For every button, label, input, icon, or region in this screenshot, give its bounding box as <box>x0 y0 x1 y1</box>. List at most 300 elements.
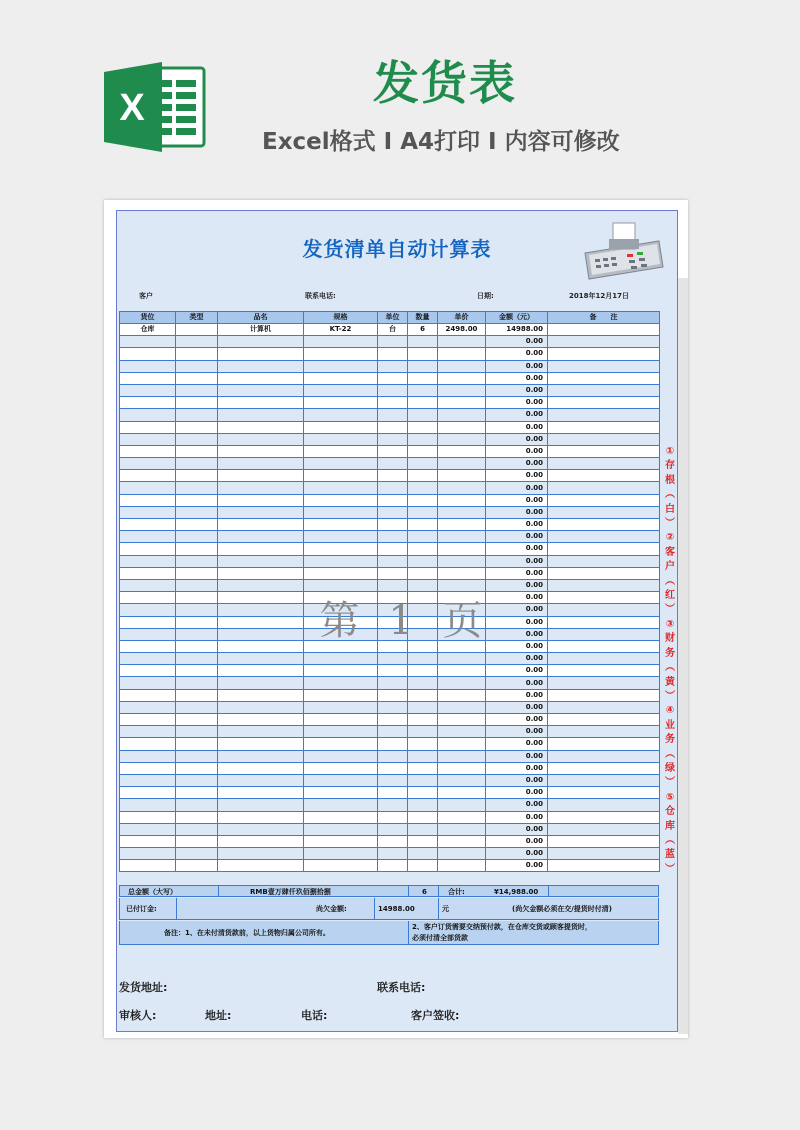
table-cell[interactable] <box>378 787 408 799</box>
table-cell[interactable] <box>176 531 218 543</box>
table-cell[interactable] <box>548 677 660 689</box>
table-cell[interactable] <box>378 531 408 543</box>
table-cell[interactable] <box>218 677 304 689</box>
table-cell[interactable] <box>304 519 378 531</box>
table-cell[interactable] <box>548 482 660 494</box>
table-cell[interactable] <box>120 519 176 531</box>
table-cell[interactable] <box>378 458 408 470</box>
table-cell[interactable] <box>548 445 660 457</box>
table-cell[interactable] <box>304 543 378 555</box>
table-cell[interactable] <box>438 445 486 457</box>
table-cell[interactable] <box>218 665 304 677</box>
amount-cell[interactable]: 0.00 <box>486 384 548 396</box>
table-cell[interactable] <box>304 811 378 823</box>
table-cell[interactable] <box>176 628 218 640</box>
table-cell[interactable] <box>548 567 660 579</box>
table-cell[interactable] <box>176 592 218 604</box>
table-cell[interactable] <box>218 689 304 701</box>
table-cell[interactable] <box>438 397 486 409</box>
table-cell[interactable] <box>378 726 408 738</box>
table-cell[interactable] <box>218 372 304 384</box>
table-cell[interactable] <box>120 811 176 823</box>
table-cell[interactable] <box>176 567 218 579</box>
table-cell[interactable] <box>378 738 408 750</box>
table-cell[interactable] <box>218 701 304 713</box>
table-cell[interactable] <box>218 494 304 506</box>
table-cell[interactable] <box>218 860 304 872</box>
table-cell[interactable] <box>408 799 438 811</box>
table-cell[interactable] <box>548 470 660 482</box>
table-cell[interactable] <box>548 336 660 348</box>
table-cell[interactable] <box>304 360 378 372</box>
amount-cell[interactable]: 0.00 <box>486 750 548 762</box>
table-cell[interactable] <box>378 689 408 701</box>
table-cell[interactable] <box>438 848 486 860</box>
table-cell[interactable] <box>408 689 438 701</box>
table-cell[interactable] <box>218 409 304 421</box>
table-cell[interactable] <box>304 567 378 579</box>
table-cell[interactable] <box>408 714 438 726</box>
table-cell[interactable] <box>548 823 660 835</box>
table-cell[interactable] <box>218 397 304 409</box>
table-cell[interactable] <box>304 787 378 799</box>
table-cell[interactable] <box>438 835 486 847</box>
table-cell[interactable] <box>438 653 486 665</box>
table-cell[interactable] <box>120 848 176 860</box>
table-cell[interactable] <box>120 567 176 579</box>
table-cell[interactable] <box>548 848 660 860</box>
table-cell[interactable] <box>438 750 486 762</box>
table-cell[interactable] <box>120 506 176 518</box>
table-cell[interactable] <box>438 482 486 494</box>
table-cell[interactable] <box>218 738 304 750</box>
table-cell[interactable] <box>378 494 408 506</box>
amount-cell[interactable]: 0.00 <box>486 762 548 774</box>
table-cell[interactable] <box>218 531 304 543</box>
table-cell[interactable] <box>304 433 378 445</box>
table-cell[interactable] <box>176 774 218 786</box>
table-cell[interactable] <box>548 799 660 811</box>
table-cell[interactable] <box>176 701 218 713</box>
table-cell[interactable] <box>438 384 486 396</box>
table-cell[interactable] <box>438 470 486 482</box>
table-cell[interactable] <box>176 689 218 701</box>
table-cell[interactable] <box>120 592 176 604</box>
table-cell[interactable] <box>378 555 408 567</box>
table-cell[interactable] <box>120 445 176 457</box>
table-cell[interactable] <box>304 397 378 409</box>
table-cell[interactable] <box>548 433 660 445</box>
table-cell[interactable] <box>378 384 408 396</box>
amount-cell[interactable]: 0.00 <box>486 531 548 543</box>
table-cell[interactable] <box>120 360 176 372</box>
amount-cell[interactable]: 0.00 <box>486 677 548 689</box>
table-cell[interactable] <box>378 336 408 348</box>
table-cell[interactable] <box>304 835 378 847</box>
table-cell[interactable] <box>438 726 486 738</box>
table-cell[interactable] <box>304 458 378 470</box>
table-cell[interactable] <box>176 543 218 555</box>
amount-cell[interactable]: 0.00 <box>486 835 548 847</box>
amount-cell[interactable]: 0.00 <box>486 726 548 738</box>
table-cell[interactable] <box>120 835 176 847</box>
table-cell[interactable]: 2498.00 <box>438 324 486 336</box>
amount-cell[interactable]: 0.00 <box>486 689 548 701</box>
table-cell[interactable] <box>176 397 218 409</box>
table-cell[interactable] <box>218 348 304 360</box>
table-cell[interactable] <box>378 701 408 713</box>
table-cell[interactable] <box>218 421 304 433</box>
table-cell[interactable] <box>218 823 304 835</box>
table-cell[interactable] <box>218 787 304 799</box>
table-cell[interactable] <box>408 835 438 847</box>
table-cell[interactable] <box>548 604 660 616</box>
table-cell[interactable] <box>438 555 486 567</box>
table-cell[interactable] <box>408 433 438 445</box>
amount-cell[interactable]: 0.00 <box>486 567 548 579</box>
table-cell[interactable] <box>378 482 408 494</box>
table-cell[interactable] <box>408 494 438 506</box>
table-cell[interactable] <box>438 714 486 726</box>
amount-cell[interactable]: 0.00 <box>486 604 548 616</box>
table-cell[interactable] <box>304 750 378 762</box>
table-cell[interactable] <box>120 738 176 750</box>
table-cell[interactable] <box>304 384 378 396</box>
table-cell[interactable] <box>378 823 408 835</box>
table-cell[interactable] <box>120 482 176 494</box>
table-cell[interactable] <box>438 701 486 713</box>
table-cell[interactable] <box>408 372 438 384</box>
table-cell[interactable] <box>218 482 304 494</box>
table-cell[interactable] <box>438 689 486 701</box>
table-cell[interactable] <box>120 433 176 445</box>
table-cell[interactable] <box>218 799 304 811</box>
table-cell[interactable] <box>176 506 218 518</box>
table-cell[interactable] <box>438 348 486 360</box>
table-cell[interactable] <box>408 567 438 579</box>
table-cell[interactable] <box>378 397 408 409</box>
table-cell[interactable] <box>218 835 304 847</box>
table-cell[interactable] <box>548 774 660 786</box>
table-cell[interactable] <box>176 714 218 726</box>
table-cell[interactable] <box>438 799 486 811</box>
table-cell[interactable] <box>438 762 486 774</box>
table-cell[interactable] <box>438 494 486 506</box>
table-cell[interactable] <box>176 823 218 835</box>
table-cell[interactable] <box>120 628 176 640</box>
table-cell[interactable] <box>438 360 486 372</box>
table-cell[interactable] <box>548 458 660 470</box>
table-cell[interactable] <box>218 506 304 518</box>
table-cell[interactable] <box>408 384 438 396</box>
table-cell[interactable] <box>408 677 438 689</box>
table-cell[interactable] <box>176 640 218 652</box>
table-cell[interactable] <box>408 458 438 470</box>
table-cell[interactable] <box>378 372 408 384</box>
table-cell[interactable] <box>218 726 304 738</box>
table-cell[interactable] <box>218 384 304 396</box>
table-cell[interactable] <box>408 445 438 457</box>
table-cell[interactable] <box>548 592 660 604</box>
amount-cell[interactable]: 0.00 <box>486 701 548 713</box>
table-cell[interactable] <box>120 531 176 543</box>
table-cell[interactable] <box>304 848 378 860</box>
table-cell[interactable] <box>218 360 304 372</box>
table-cell[interactable] <box>304 555 378 567</box>
table-cell[interactable] <box>218 848 304 860</box>
table-cell[interactable] <box>304 860 378 872</box>
table-cell[interactable] <box>548 714 660 726</box>
table-cell[interactable] <box>120 665 176 677</box>
table-cell[interactable] <box>304 774 378 786</box>
table-cell[interactable] <box>176 324 218 336</box>
table-cell[interactable] <box>408 811 438 823</box>
table-cell[interactable] <box>548 506 660 518</box>
table-cell[interactable] <box>120 397 176 409</box>
table-cell[interactable] <box>378 848 408 860</box>
table-cell[interactable] <box>438 458 486 470</box>
table-cell[interactable] <box>378 835 408 847</box>
table-cell[interactable] <box>548 628 660 640</box>
table-cell[interactable] <box>304 348 378 360</box>
table-cell[interactable] <box>378 348 408 360</box>
table-cell[interactable] <box>304 762 378 774</box>
table-cell[interactable] <box>438 372 486 384</box>
table-cell[interactable] <box>120 701 176 713</box>
table-cell[interactable] <box>378 762 408 774</box>
table-cell[interactable] <box>120 384 176 396</box>
amount-cell[interactable]: 0.00 <box>486 421 548 433</box>
table-cell[interactable] <box>378 677 408 689</box>
amount-cell[interactable]: 0.00 <box>486 372 548 384</box>
table-cell[interactable] <box>378 360 408 372</box>
table-cell[interactable] <box>218 543 304 555</box>
table-cell[interactable] <box>176 360 218 372</box>
amount-cell[interactable]: 0.00 <box>486 458 548 470</box>
table-cell[interactable] <box>548 409 660 421</box>
table-cell[interactable] <box>378 433 408 445</box>
table-cell[interactable] <box>218 653 304 665</box>
table-cell[interactable] <box>120 799 176 811</box>
amount-cell[interactable]: 0.00 <box>486 397 548 409</box>
table-cell[interactable] <box>408 348 438 360</box>
table-cell[interactable] <box>304 653 378 665</box>
table-cell[interactable] <box>408 823 438 835</box>
table-cell[interactable] <box>438 811 486 823</box>
table-cell[interactable] <box>120 458 176 470</box>
amount-cell[interactable]: 0.00 <box>486 592 548 604</box>
table-cell[interactable] <box>176 665 218 677</box>
table-cell[interactable] <box>120 750 176 762</box>
table-cell[interactable] <box>408 860 438 872</box>
amount-cell[interactable]: 0.00 <box>486 409 548 421</box>
table-cell[interactable] <box>378 860 408 872</box>
table-cell[interactable] <box>548 324 660 336</box>
table-cell[interactable] <box>438 738 486 750</box>
table-cell[interactable] <box>218 458 304 470</box>
table-cell[interactable] <box>408 701 438 713</box>
table-cell[interactable] <box>304 421 378 433</box>
table-cell[interactable] <box>438 677 486 689</box>
table-cell[interactable] <box>304 445 378 457</box>
table-cell[interactable] <box>438 421 486 433</box>
table-cell[interactable] <box>378 519 408 531</box>
table-cell[interactable] <box>120 470 176 482</box>
table-cell[interactable] <box>408 665 438 677</box>
table-cell[interactable] <box>548 384 660 396</box>
amount-cell[interactable]: 0.00 <box>486 336 548 348</box>
table-cell[interactable] <box>120 543 176 555</box>
table-cell[interactable] <box>304 714 378 726</box>
table-cell[interactable] <box>218 336 304 348</box>
table-cell[interactable] <box>218 750 304 762</box>
table-cell[interactable] <box>548 835 660 847</box>
table-cell[interactable] <box>176 579 218 591</box>
table-cell[interactable] <box>120 677 176 689</box>
table-cell[interactable] <box>548 653 660 665</box>
table-cell[interactable] <box>548 762 660 774</box>
table-cell[interactable] <box>218 774 304 786</box>
table-cell[interactable] <box>408 470 438 482</box>
table-cell[interactable] <box>120 409 176 421</box>
table-cell[interactable]: 台 <box>378 324 408 336</box>
table-cell[interactable] <box>218 628 304 640</box>
date-value[interactable]: 2018年12月17日 <box>569 292 629 300</box>
table-cell[interactable] <box>438 506 486 518</box>
table-cell[interactable] <box>304 482 378 494</box>
table-cell[interactable] <box>218 555 304 567</box>
amount-cell[interactable]: 0.00 <box>486 360 548 372</box>
table-cell[interactable] <box>548 750 660 762</box>
table-cell[interactable] <box>176 604 218 616</box>
amount-cell[interactable]: 0.00 <box>486 848 548 860</box>
table-cell[interactable] <box>176 494 218 506</box>
table-cell[interactable] <box>548 726 660 738</box>
amount-cell[interactable]: 0.00 <box>486 433 548 445</box>
table-cell[interactable] <box>548 640 660 652</box>
amount-cell[interactable]: 0.00 <box>486 860 548 872</box>
amount-cell[interactable]: 0.00 <box>486 494 548 506</box>
table-cell[interactable] <box>176 470 218 482</box>
table-cell[interactable] <box>548 348 660 360</box>
amount-cell[interactable]: 0.00 <box>486 823 548 835</box>
table-cell[interactable] <box>304 372 378 384</box>
table-cell[interactable] <box>120 604 176 616</box>
amount-cell[interactable]: 0.00 <box>486 799 548 811</box>
table-cell[interactable] <box>304 494 378 506</box>
table-cell[interactable] <box>304 799 378 811</box>
amount-cell[interactable]: 0.00 <box>486 543 548 555</box>
amount-cell[interactable]: 0.00 <box>486 665 548 677</box>
table-cell[interactable] <box>120 494 176 506</box>
table-cell[interactable] <box>120 348 176 360</box>
table-cell[interactable] <box>218 811 304 823</box>
table-cell[interactable] <box>438 774 486 786</box>
table-cell[interactable] <box>176 616 218 628</box>
table-cell[interactable] <box>408 482 438 494</box>
table-cell[interactable] <box>176 738 218 750</box>
table-cell[interactable] <box>120 579 176 591</box>
table-cell[interactable] <box>120 762 176 774</box>
table-cell[interactable] <box>548 811 660 823</box>
table-cell[interactable] <box>120 714 176 726</box>
amount-cell[interactable]: 0.00 <box>486 506 548 518</box>
table-cell[interactable] <box>438 336 486 348</box>
table-cell[interactable] <box>176 519 218 531</box>
table-cell[interactable] <box>218 445 304 457</box>
table-cell[interactable] <box>176 409 218 421</box>
amount-cell[interactable]: 0.00 <box>486 445 548 457</box>
amount-cell[interactable]: 0.00 <box>486 653 548 665</box>
table-cell[interactable] <box>218 640 304 652</box>
table-cell[interactable] <box>438 433 486 445</box>
table-cell[interactable]: 6 <box>408 324 438 336</box>
table-cell[interactable] <box>218 762 304 774</box>
amount-cell[interactable]: 0.00 <box>486 714 548 726</box>
table-cell[interactable] <box>176 433 218 445</box>
table-cell[interactable] <box>120 336 176 348</box>
table-cell[interactable] <box>176 336 218 348</box>
table-cell[interactable] <box>408 519 438 531</box>
table-cell[interactable] <box>548 860 660 872</box>
amount-cell[interactable]: 0.00 <box>486 519 548 531</box>
amount-cell[interactable]: 0.00 <box>486 811 548 823</box>
table-cell[interactable] <box>408 336 438 348</box>
table-cell[interactable] <box>438 823 486 835</box>
table-cell[interactable] <box>548 543 660 555</box>
table-cell[interactable] <box>408 787 438 799</box>
table-cell[interactable] <box>120 689 176 701</box>
table-cell[interactable] <box>408 848 438 860</box>
table-cell[interactable] <box>176 372 218 384</box>
table-cell[interactable] <box>304 677 378 689</box>
table-cell[interactable] <box>304 665 378 677</box>
table-cell[interactable] <box>218 714 304 726</box>
amount-cell[interactable]: 0.00 <box>486 348 548 360</box>
table-cell[interactable] <box>548 397 660 409</box>
amount-cell[interactable]: 0.00 <box>486 640 548 652</box>
table-cell[interactable] <box>120 653 176 665</box>
table-cell[interactable] <box>176 555 218 567</box>
table-cell[interactable] <box>120 774 176 786</box>
table-cell[interactable] <box>408 774 438 786</box>
table-cell[interactable] <box>176 848 218 860</box>
table-cell[interactable] <box>218 604 304 616</box>
amount-cell[interactable]: 0.00 <box>486 774 548 786</box>
table-cell[interactable] <box>408 762 438 774</box>
table-cell[interactable] <box>176 653 218 665</box>
table-cell[interactable] <box>548 689 660 701</box>
table-cell[interactable] <box>408 506 438 518</box>
table-cell[interactable] <box>548 494 660 506</box>
table-cell[interactable] <box>548 519 660 531</box>
table-cell[interactable] <box>408 750 438 762</box>
amount-cell[interactable]: 0.00 <box>486 482 548 494</box>
table-cell[interactable] <box>378 750 408 762</box>
table-cell[interactable] <box>378 714 408 726</box>
table-cell[interactable] <box>548 421 660 433</box>
table-cell[interactable] <box>304 823 378 835</box>
table-cell[interactable] <box>408 555 438 567</box>
table-cell[interactable] <box>176 860 218 872</box>
table-cell[interactable]: 仓库 <box>120 324 176 336</box>
table-cell[interactable] <box>176 482 218 494</box>
table-cell[interactable] <box>176 787 218 799</box>
table-cell[interactable] <box>120 421 176 433</box>
table-cell[interactable] <box>120 616 176 628</box>
table-cell[interactable] <box>378 506 408 518</box>
table-cell[interactable] <box>548 738 660 750</box>
